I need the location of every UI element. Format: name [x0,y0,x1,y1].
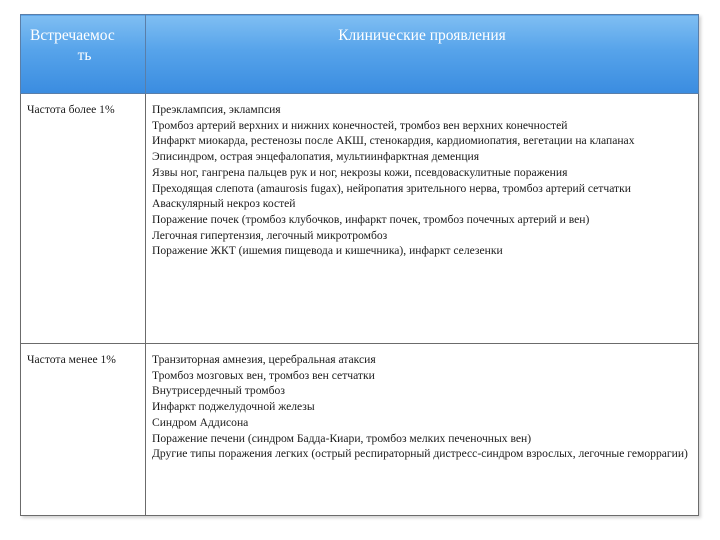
manifestation-item: Поражение ЖКТ (ишемия пищевода и кишечника), инфаркт селезенки [152,244,503,258]
manifestation-item: Инфаркт поджелудочной железы [152,400,315,414]
header-frequency [21,15,146,94]
manifestations-cell [146,344,699,516]
manifestation-item: Аваскулярный некроз костей [152,197,296,211]
manifestation-item: Тромбоз мозговых вен, тромбоз вен сетчатки [152,368,375,382]
manifestation-item: Другие типы поражения легких (острый респираторный дистресс-синдром взрослых, легочные геморрагии) [152,447,688,461]
header-frequency-line-1: Встречаемос [30,27,115,44]
manifestations-cell [146,94,699,344]
clinical-manifestations-table [20,14,699,516]
table-header-row [21,15,699,94]
manifestation-item: Эписиндром, острая энцефалопатия, мультиинфарктная деменция [152,150,480,164]
frequency-cell: Частота более 1% [21,94,146,344]
manifestation-item: Синдром Аддисона [152,415,249,429]
manifestation-item: Тромбоз артерий верхних и нижних конечностей, тромбоз вен верхних конечностей [152,118,568,132]
manifestation-item: Преэклампсия, эклампсия [152,103,281,116]
manifestation-item: Внутрисердечный тромбоз [152,384,285,398]
manifestation-item: Транзиторная амнезия, церебральная атаксия [152,353,376,366]
manifestation-item: Поражение почек (тромбоз клубочков, инфаркт почек, тромбоз почечных артерий и вен) [152,212,590,226]
frequency-cell: Частота менее 1% [21,344,146,516]
header-frequency-line-2: ть [77,47,92,64]
table-row [21,344,699,516]
manifestation-item: Язвы ног, гангрена пальцев рук и ног, некрозы кожи, псевдоваскулитные поражения [152,165,568,179]
manifestation-item: Инфаркт миокарда, рестенозы после АКШ, стенокардия, кардиомиопатия, вегетации на клапанах [152,134,635,148]
table-row [21,94,699,344]
header-manifestations: Клинические проявления [146,15,699,94]
manifestation-item: Поражение печени (синдром Бадда-Киари, тромбоз мелких печеночных вен) [152,431,532,445]
manifestation-item: Преходящая слепота (amaurosis fugax), нейропатия зрительного нерва, тромбоз артерий сетчатки [152,181,631,195]
manifestation-item: Легочная гипертензия, легочный микротромбоз [152,228,388,242]
